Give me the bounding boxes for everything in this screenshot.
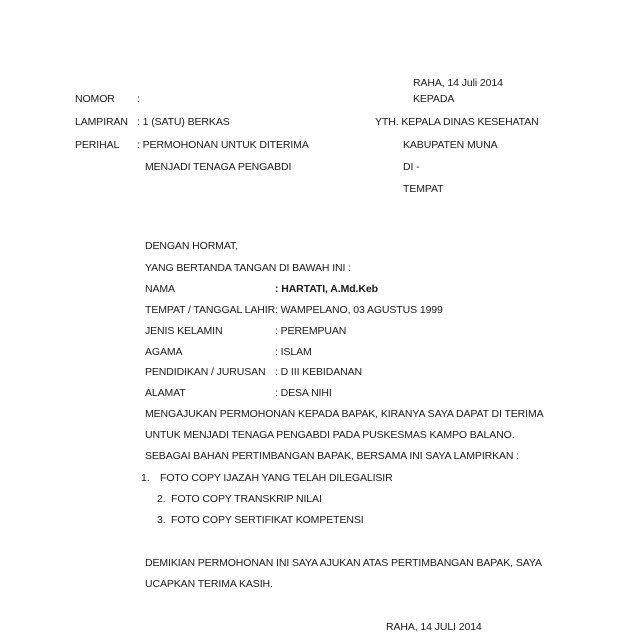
recipient-di: DI -: [403, 161, 420, 173]
field-value-address: : DESA NIHI: [275, 387, 332, 399]
attachment-item: FOTO COPY SERTIFIKAT KOMPETENSI: [171, 514, 364, 526]
place-date: RAHA, 14 Juli 2014: [413, 77, 503, 89]
field-label-religion: AGAMA: [145, 346, 183, 358]
recipient-title: YTH. KEPALA DINAS KESEHATAN: [375, 116, 539, 128]
attachments-intro: SEBAGAI BAHAN PERTIMBANGAN BAPAK, BERSAMA INI SAYA LAMPIRKAN :: [145, 450, 520, 462]
field-label-nama: NAMA: [145, 283, 175, 295]
lampiran-value: : 1 (SATU) BERKAS: [137, 116, 230, 128]
signature-place-date: RAHA, 14 JULI 2014: [386, 621, 482, 633]
attachment-number: 2.: [157, 493, 166, 505]
field-value-education: : D III KEBIDANAN: [275, 366, 362, 378]
nomor-label: NOMOR: [75, 93, 115, 105]
field-value-ttl: : WAMPELANO, 03 AGUSTUS 1999: [275, 304, 443, 316]
recipient-tempat: TEMPAT: [403, 183, 444, 195]
recipient-kepada: KEPADA: [413, 93, 455, 105]
perihal-value-line2: MENJADI TENAGA PENGABDI: [145, 161, 292, 173]
field-label-gender: JENIS KELAMIN: [145, 325, 223, 337]
field-label-address: ALAMAT: [145, 387, 186, 399]
field-label-ttl: TEMPAT / TANGGAL LAHIR: [145, 304, 276, 316]
field-value-religion: : ISLAM: [275, 346, 312, 358]
closing-line1: DEMIKIAN PERMOHONAN INI SAYA AJUKAN ATAS PERTIMBANGAN BAPAK, SAYA: [145, 557, 542, 569]
closing-line2: UCAPKAN TERIMA KASIH.: [145, 578, 273, 590]
attachment-number: 3.: [157, 514, 166, 526]
intro-line: YANG BERTANDA TANGAN DI BAWAH INI :: [145, 262, 351, 274]
request-line2: UNTUK MENJADI TENAGA PENGABDI PADA PUSKESMAS KAMPO BALANO.: [145, 429, 515, 441]
request-line1: MENGAJUKAN PERMOHONAN KEPADA BAPAK, KIRANYA SAYA DAPAT DI TERIMA: [145, 408, 544, 420]
field-value-gender: : PEREMPUAN: [275, 325, 347, 337]
perihal-label: PERIHAL: [75, 139, 120, 151]
attachment-number: 1.: [141, 472, 150, 484]
lampiran-label: LAMPIRAN: [75, 116, 128, 128]
field-value-nama: : HARTATI, A.Md.Keb: [275, 283, 378, 295]
recipient-regency: KABUPATEN MUNA: [403, 139, 498, 151]
field-label-education: PENDIDIKAN / JURUSAN: [145, 366, 266, 378]
attachment-item: FOTO COPY TRANSKRIP NILAI: [171, 493, 322, 505]
attachment-item: FOTO COPY IJAZAH YANG TELAH DILEGALISIR: [160, 472, 393, 484]
perihal-value-line1: : PERMOHONAN UNTUK DITERIMA: [137, 139, 309, 151]
nomor-value: :: [137, 93, 140, 105]
greeting: DENGAN HORMAT,: [145, 240, 238, 252]
